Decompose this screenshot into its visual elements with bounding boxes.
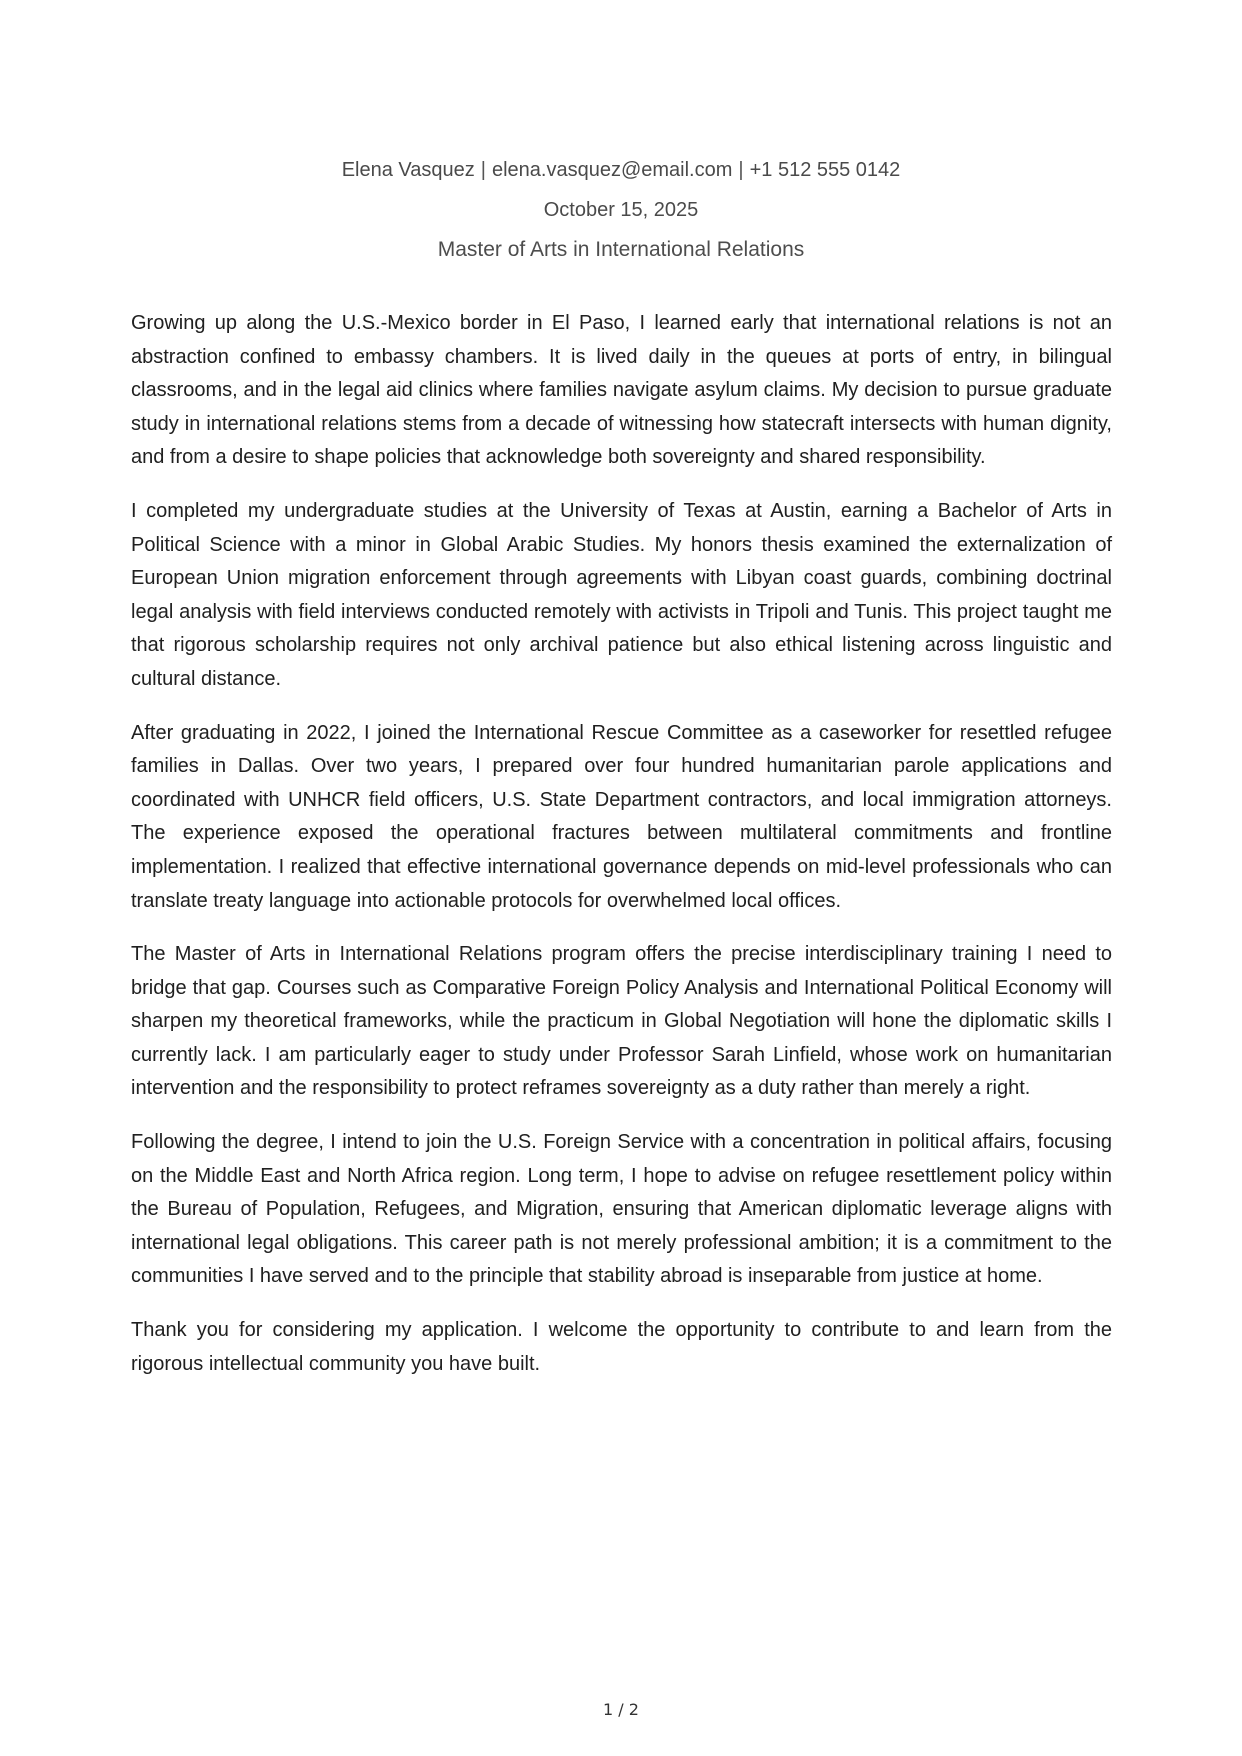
letter-body bbox=[131, 307, 1112, 1401]
letter-date: October 15, 2025 bbox=[543, 199, 699, 221]
applicant-email: elena.vasquez@email.com bbox=[491, 159, 733, 181]
paragraph-intro: Growing up along the U.S.-Mexico border in El Paso, I learned early that international relations is not an abstraction confined to embassy chambers. It is lived daily in the queues at ports of entry, in bilingual classrooms, and in the legal aid clinics where families navigate asylum claims. My decision to pursue graduate study in international relations stems from a decade of witnessing how statecraft intersects with human dignity, and from a desire to shape policies that acknowledge both sovereignty and shared responsibility. bbox=[131, 312, 1112, 469]
paragraph-career-goals: Following the degree, I intend to join the U.S. Foreign Service with a concentration in political affairs, focusing on the Middle East and North Africa region. Long term, I hope to advise on refugee resettlement policy within the Bureau of Population, Refugees, and Migration, ensuring that American diplomatic leverage aligns with international legal obligations. This career path is not merely professional ambition; it is a commitment to the communities I have served and to the principle that stability abroad is inseparable from justice at home. bbox=[131, 1131, 1112, 1288]
program-title: Master of Arts in International Relations bbox=[437, 238, 805, 261]
page-number: 1 / 2 bbox=[603, 1700, 639, 1719]
paragraph-experience: After graduating in 2022, I joined the International Rescue Committee as a caseworker for resettled refugee families in Dallas. Over two years, I prepared over four hundred humanitarian parole applications and coordinated with UNHCR field officers, U.S. State Department contractors, and local immigration attorneys. The experience exposed the operational fractures between multilateral commitments and frontline implementation. I realized that effective international governance depends on mid-level professionals who can translate treaty language into actionable protocols for overwhelmed local offices. bbox=[131, 721, 1112, 912]
separator: | bbox=[738, 159, 744, 181]
paragraph-closing: Thank you for considering my application. I welcome the opportunity to contribute to and learn from the rigorous intellectual community you have built. bbox=[131, 1319, 1112, 1375]
letter-header bbox=[0, 150, 1242, 270]
applicant-name: Elena Vasquez bbox=[341, 159, 475, 181]
contact-line bbox=[0, 150, 1242, 190]
paragraph-program-fit: The Master of Arts in International Relations program offers the precise interdisciplinary training I need to bridge that gap. Courses such as Comparative Foreign Policy Analysis and International Political Economy will sharpen my theoretical frameworks, while the practicum in Global Negotiation will hone the diplomatic skills I currently lack. I am particularly eager to study under Professor Sarah Linfield, whose work on humanitarian intervention and the responsibility to protect reframes sovereignty as a duty rather than merely a right. bbox=[131, 943, 1112, 1100]
applicant-phone: +1 512 555 0142 bbox=[749, 159, 901, 181]
paragraph-education: I completed my undergraduate studies at the University of Texas at Austin, earning a Bachelor of Arts in Political Science with a minor in Global Arabic Studies. My honors thesis examined the externalization of European Union migration enforcement through agreements with Libyan coast guards, combining doctrinal legal analysis with field interviews conducted remotely with activists in Tripoli and Tunis. This project taught me that rigorous scholarship requires not only archival patience but also ethical listening across linguistic and cultural distance. bbox=[131, 499, 1112, 690]
separator: | bbox=[480, 159, 486, 181]
